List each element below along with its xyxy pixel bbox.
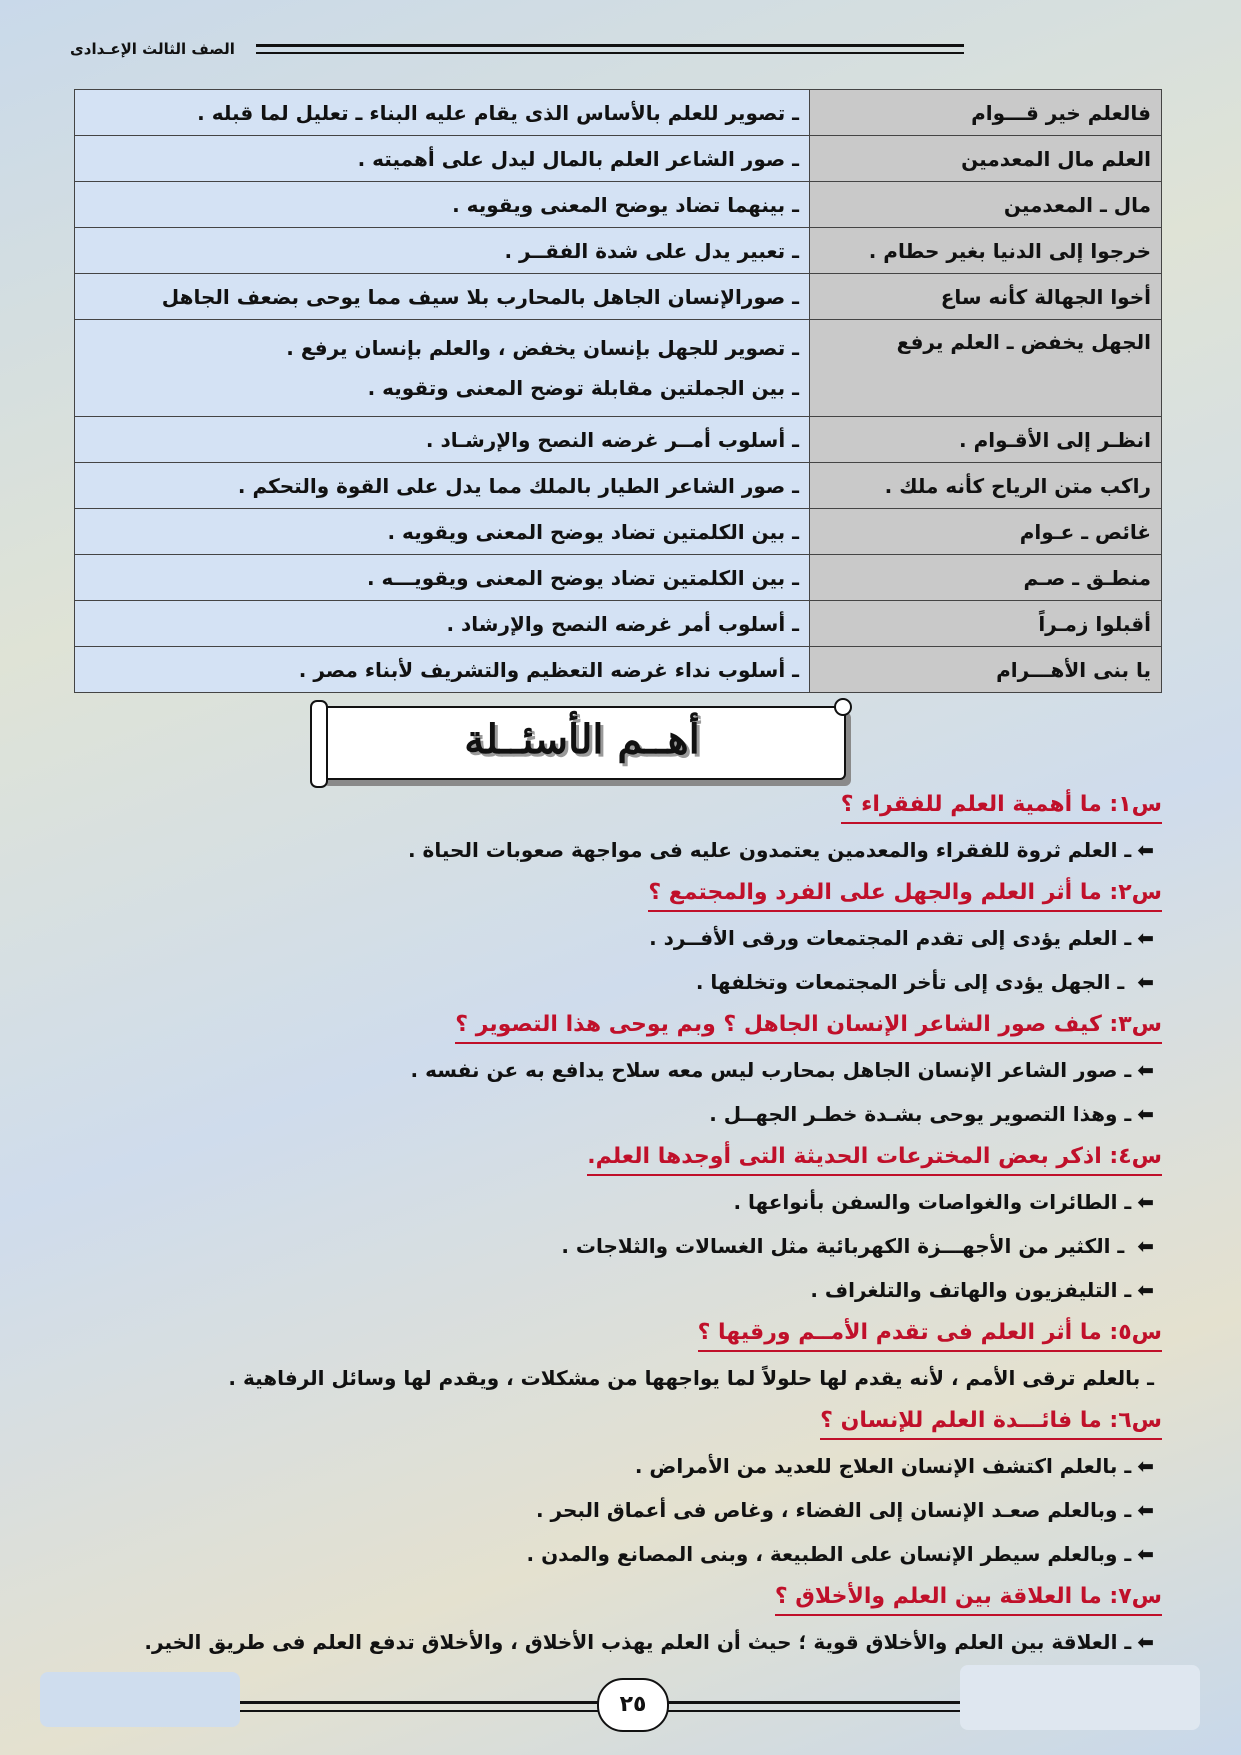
meaning-line: ـ أسلوب أمــر غرضه النصح والإرشـاد . — [425, 427, 799, 452]
answer-text: ـ وبالعلم سيطر الإنسان على الطبيعة ، وبنى المصانع والمدن . — [526, 1542, 1132, 1566]
meaning-line: ـ بين الكلمتين تضاد يوضح المعنى ويقويه . — [387, 519, 799, 544]
questions-section — [74, 788, 1162, 1668]
answer-item — [74, 1052, 1154, 1088]
answer-text: ـ العلاقة بين العلم والأخلاق قوية ؛ حيث أن العلم يهذب الأخلاق ، والأخلاق تدفع العلم فى طريق الخير. — [144, 1630, 1132, 1654]
answer-text: ـ العلم ثروة للفقراء والمعدمين يعتمدون عليه فى مواجهة صعوبات الحياة . — [408, 838, 1132, 862]
footer-decoration-left — [40, 1672, 240, 1727]
table-row — [75, 509, 1162, 555]
vocab-meaning — [75, 417, 810, 463]
meaning-line: ـ بينهما تضاد يوضح المعنى ويقويه . — [452, 192, 799, 217]
vocab-meaning — [75, 555, 810, 601]
section-banner — [318, 706, 846, 780]
arrow-left-icon: ⬅ — [1137, 970, 1154, 994]
answer-item — [74, 1492, 1154, 1528]
table-row — [75, 417, 1162, 463]
meaning-line: ـ أسلوب نداء غرضه التعظيم والتشريف لأبناء مصر . — [298, 657, 799, 682]
vocab-meaning — [75, 182, 810, 228]
arrow-left-icon: ⬅ — [1137, 1454, 1154, 1478]
question-heading: س٣: كيف صور الشاعر الإنسان الجاهل ؟ وبم يوحى هذا التصوير ؟ — [455, 1008, 1162, 1044]
arrow-left-icon: ⬅ — [1137, 1278, 1154, 1302]
vocab-word: مال ـ المعدمين — [810, 182, 1162, 228]
page-number: ٢٥ — [597, 1678, 669, 1732]
answer-text: ـ التليفزيون والهاتف والتلغراف . — [810, 1278, 1132, 1302]
table-row — [75, 274, 1162, 320]
table-row — [75, 647, 1162, 693]
answer-text: ـ وهذا التصوير يوحى بشـدة خطـر الجهــل . — [709, 1102, 1132, 1126]
vocab-word: انظـر إلى الأقـوام . — [810, 417, 1162, 463]
question-heading: س٤: اذكر بعض المخترعات الحديثة التى أوجدها العلم. — [587, 1140, 1162, 1176]
vocab-word: أقبلوا زمـراً — [810, 601, 1162, 647]
vocab-word: يا بنى الأهـــرام — [810, 647, 1162, 693]
meaning-line: ـ صور الشاعر العلم بالمال ليدل على أهميته . — [357, 146, 799, 171]
arrow-left-icon: ⬅ — [1137, 1234, 1154, 1258]
answer-text: ـ العلم يؤدى إلى تقدم المجتمعات ورقى الأفــرد . — [649, 926, 1132, 950]
table-row — [75, 463, 1162, 509]
grade-title: الصف الثالث الإعـدادى — [70, 40, 235, 58]
vocab-meaning — [75, 274, 810, 320]
table-row — [75, 136, 1162, 182]
vocab-meaning — [75, 228, 810, 274]
vocab-meaning — [75, 90, 810, 136]
answer-text: ـ الكثير من الأجهـــزة الكهربائية مثل الغسالات والثلاجات . — [561, 1234, 1132, 1258]
table-row — [75, 601, 1162, 647]
answer-text: ـ الطائرات والغواصات والسفن بأنواعها . — [733, 1190, 1132, 1214]
answer-item — [74, 1536, 1154, 1572]
vocab-word: راكب متن الرياح كأنه ملك . — [810, 463, 1162, 509]
arrow-left-icon: ⬅ — [1137, 1630, 1154, 1654]
answer-item — [74, 1184, 1154, 1220]
footer-decoration-right — [960, 1665, 1200, 1730]
vocab-meaning — [75, 320, 810, 417]
vocab-meaning — [75, 463, 810, 509]
arrow-left-icon: ⬅ — [1137, 1542, 1154, 1566]
answer-item — [74, 964, 1154, 1000]
vocab-word: منطـق ـ صـم — [810, 555, 1162, 601]
arrow-left-icon: ⬅ — [1137, 1190, 1154, 1214]
arrow-left-icon: ⬅ — [1137, 1102, 1154, 1126]
question-heading: س٦: ما فائـــدة العلم للإنسان ؟ — [820, 1404, 1162, 1440]
answer-text: ـ وبالعلم صعـد الإنسان إلى الفضاء ، وغاص فى أعماق البحر . — [535, 1498, 1132, 1522]
table-row — [75, 320, 1162, 417]
answer-text: ـ الجهل يؤدى إلى تأخر المجتمعات وتخلفها . — [695, 970, 1132, 994]
arrow-left-icon: ⬅ — [1137, 926, 1154, 950]
vocab-meaning — [75, 509, 810, 555]
vocab-word: خرجوا إلى الدنيا بغير حطام . — [810, 228, 1162, 274]
table-row — [75, 228, 1162, 274]
vocab-meaning — [75, 601, 810, 647]
question-heading: س٧: ما العلاقة بين العلم والأخلاق ؟ — [775, 1580, 1162, 1616]
answer-item — [74, 832, 1154, 868]
table-row — [75, 90, 1162, 136]
meaning-line: ـ أسلوب أمر غرضه النصح والإرشاد . — [446, 611, 799, 636]
question-heading: س٥: ما أثر العلم فى تقدم الأمــم ورقيها ؟ — [698, 1316, 1162, 1352]
meaning-line: ـ بين الكلمتين تضاد يوضح المعنى ويقويـــه . — [366, 565, 799, 590]
vocab-word: العلم مال المعدمين — [810, 136, 1162, 182]
vocab-word: غائص ـ عـوام — [810, 509, 1162, 555]
vocab-word: الجهل يخفض ـ العلم يرفع — [810, 320, 1162, 417]
meaning-line: ـ تعبير يدل على شدة الفقــر . — [504, 238, 799, 263]
vocab-meaning — [75, 647, 810, 693]
question-heading: س١: ما أهمية العلم للفقراء ؟ — [841, 788, 1162, 824]
meaning-line: ـ تصوير للعلم بالأساس الذى يقام عليه البناء ـ تعليل لما قبله . — [197, 100, 799, 125]
answer-item — [74, 1228, 1154, 1264]
arrow-left-icon: ⬅ — [1137, 838, 1154, 862]
answer-item — [74, 1272, 1154, 1308]
arrow-left-icon: ⬅ — [1137, 1498, 1154, 1522]
answer-item — [74, 1448, 1154, 1484]
section-title: أهــم الأسئــلة — [464, 716, 700, 763]
header-divider — [256, 44, 964, 54]
vocab-word: أخوا الجهالة كأنه ساع — [810, 274, 1162, 320]
meaning-line: ـ صورالإنسان الجاهل بالمحارب بلا سيف مما يوحى بضعف الجاهل — [161, 284, 799, 309]
meaning-line: ـ تصوير للجهل بإنسان يخفض ، والعلم بإنسان يرفع . — [286, 336, 799, 360]
meaning-line: ـ صور الشاعر الطيار بالملك مما يدل على القوة والتحكم . — [237, 473, 799, 498]
meaning-line: ـ بين الجملتين مقابلة توضح المعنى وتقويه . — [367, 376, 799, 400]
answer-item — [74, 1624, 1154, 1660]
answer-text: ـ بالعلم ترقى الأمم ، لأنه يقدم لها حلولاً لما يواجهها من مشكلات ، ويقدم لها وسائل الرفاهية . — [228, 1366, 1154, 1390]
table-row — [75, 182, 1162, 228]
answer-item — [74, 1360, 1154, 1396]
question-heading: س٢: ما أثر العلم والجهل على الفرد والمجتمع ؟ — [648, 876, 1162, 912]
answer-item — [74, 1096, 1154, 1132]
answer-text: ـ صور الشاعر الإنسان الجاهل بمحارب ليس معه سلاح يدافع به عن نفسه . — [410, 1058, 1132, 1082]
arrow-left-icon: ⬅ — [1137, 1058, 1154, 1082]
answer-text: ـ بالعلم اكتشف الإنسان العلاج للعديد من الأمراض . — [634, 1454, 1132, 1478]
vocab-meaning — [75, 136, 810, 182]
vocab-word: فالعلم خير قـــوام — [810, 90, 1162, 136]
vocab-table — [74, 89, 1162, 693]
answer-item — [74, 920, 1154, 956]
table-row — [75, 555, 1162, 601]
